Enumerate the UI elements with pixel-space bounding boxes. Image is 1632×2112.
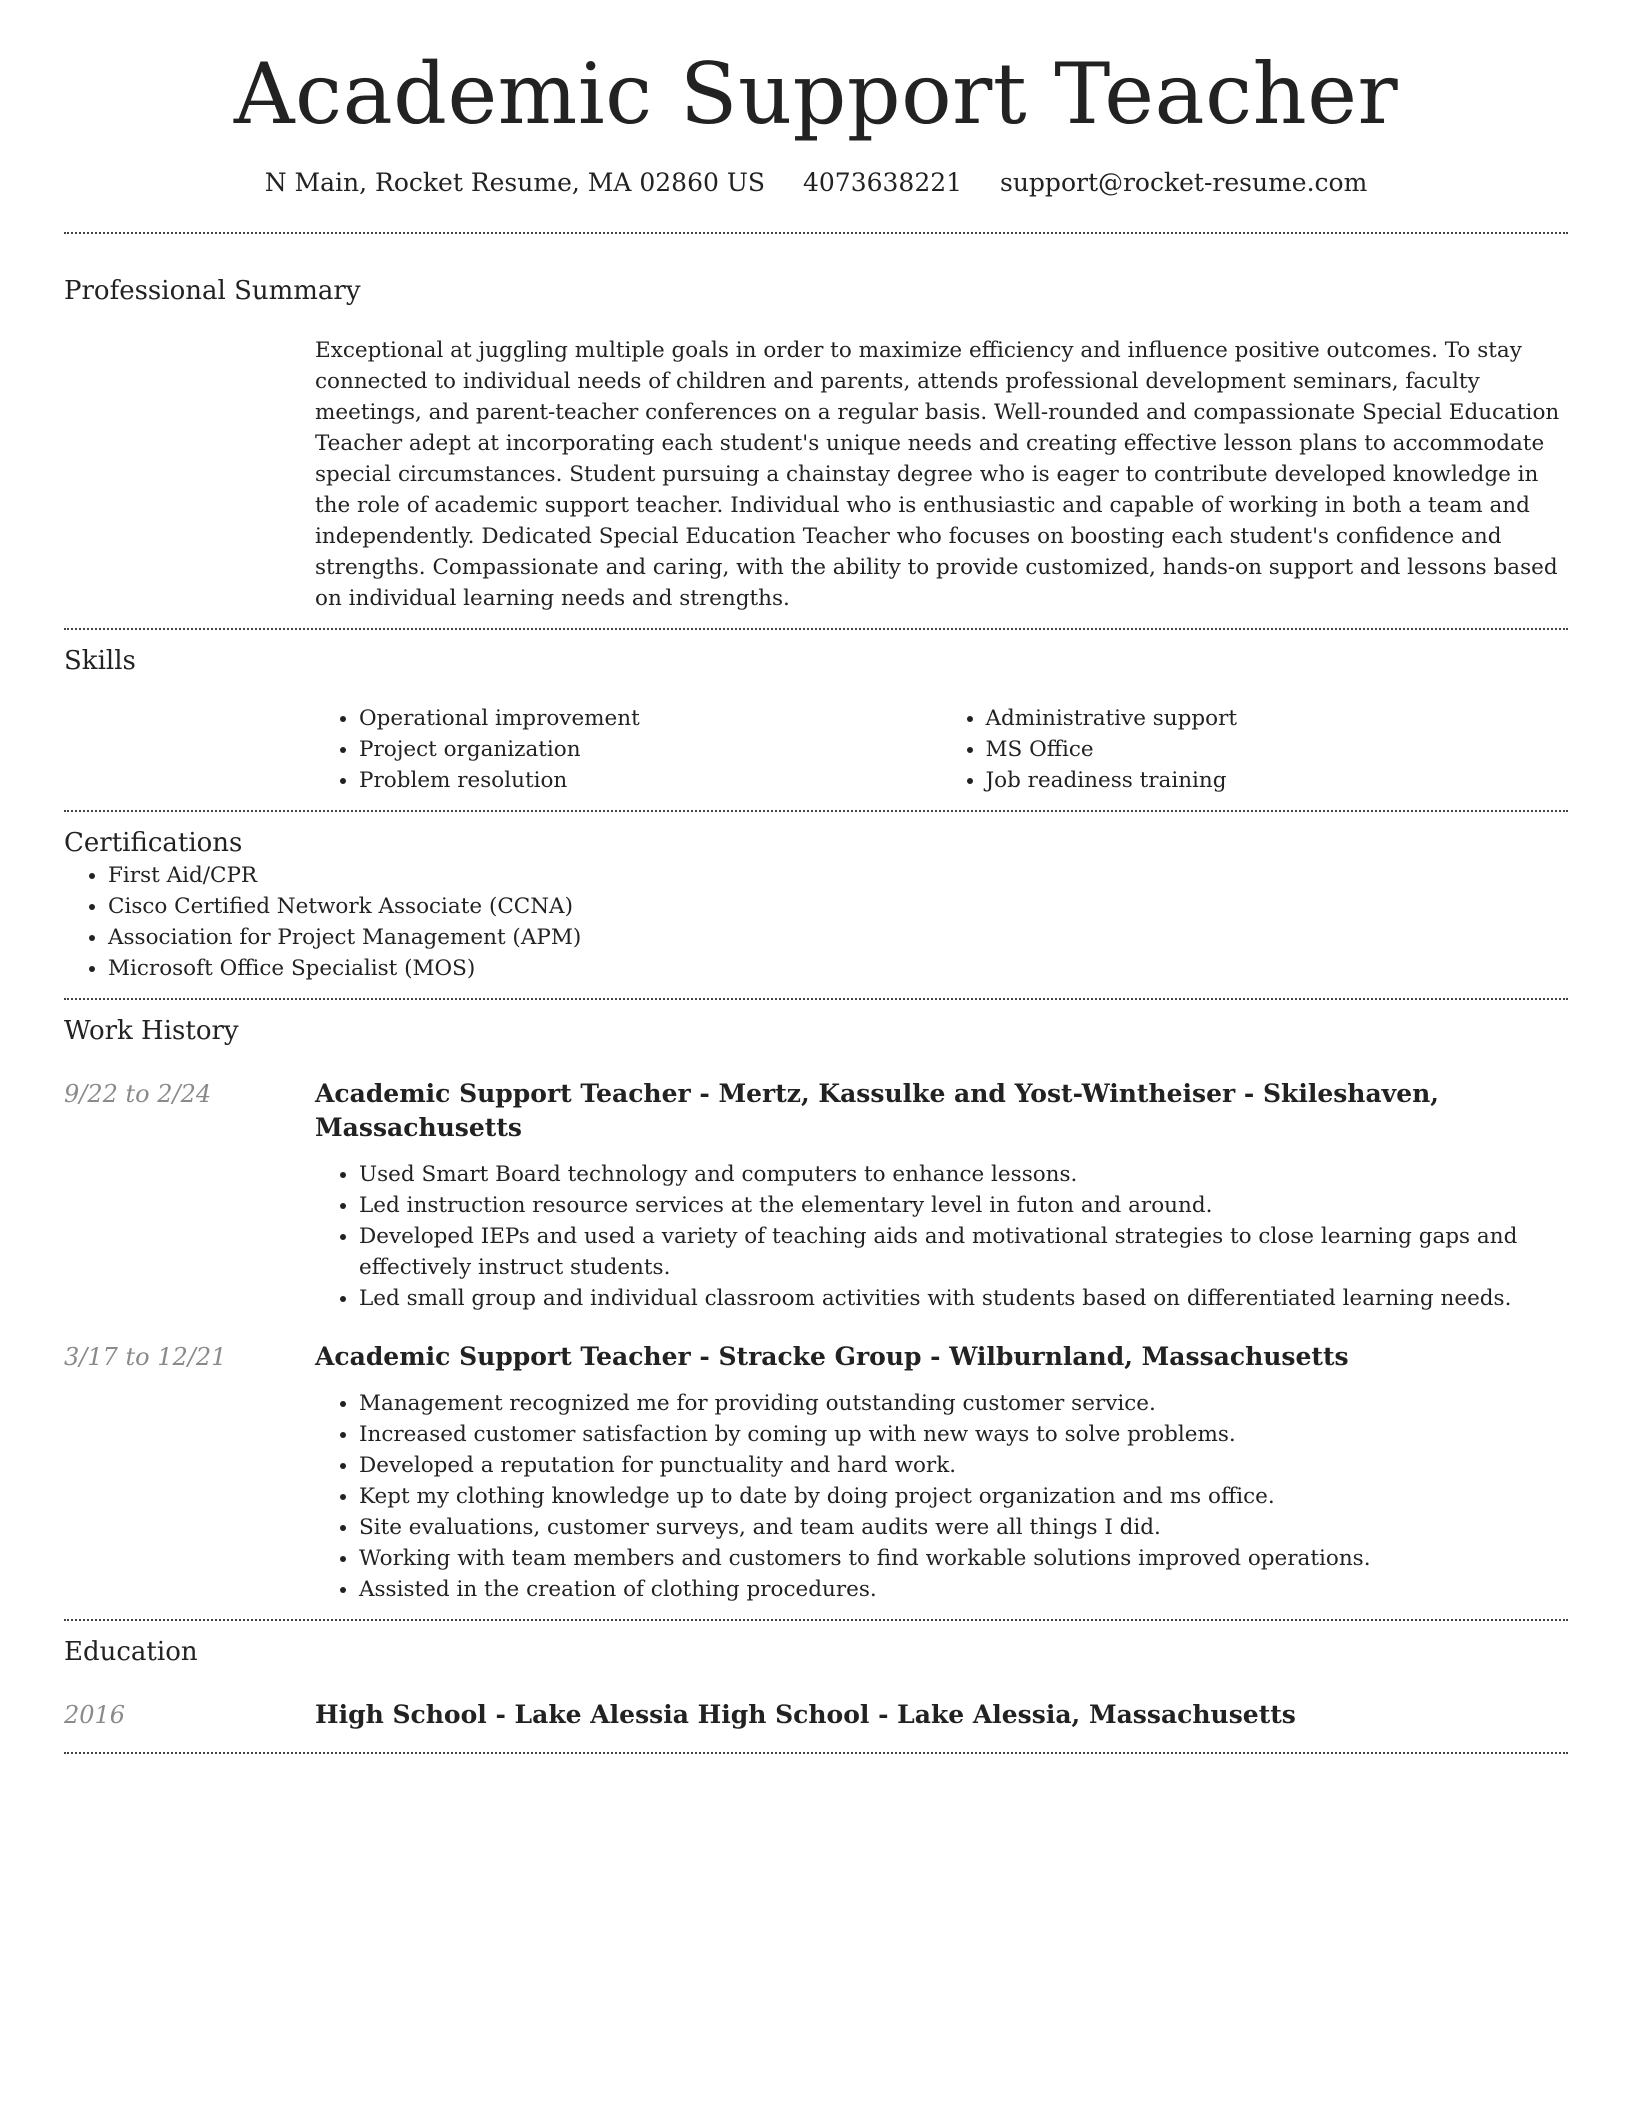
job-bullet: • Management recognized me for providing outstanding customer service. — [359, 1388, 1568, 1419]
skill-item: • Administrative support — [986, 703, 1569, 734]
skills-section — [64, 630, 1568, 810]
summary-title: Professional Summary — [64, 276, 361, 306]
skills-grid — [315, 703, 1568, 796]
education-heading: High School - Lake Alessia High School - Lake Alessia, Massachusetts — [315, 1699, 1296, 1729]
summary-text: Exceptional at juggling multiple goals in order to maximize efficiency and influence positive outcomes. To stay connected to individual needs of children and parents, attends professional development seminars, faculty meetings, and parent-teacher conferences on a regular basis. Well-rounded and compassionate Special Education Teacher adept at incorporating each student's unique needs and creating effective lesson plans to accommodate special circumstances. Student pursuing a chainstay degree who is eager to contribute developed knowledge in the role of academic support teacher. Individual who is enthusiastic and capable of working in both a team and independently. Dedicated Special Education Teacher who focuses on boosting each student's confidence and strengths. Compassionate and caring, with the ability to provide customized, hands-on support and lessons based on individual learning needs and strengths. — [315, 338, 1560, 612]
job-bullet: • Led small group and individual classroom activities with students based on differentiated learning needs. — [359, 1283, 1568, 1314]
job-bullet: • Working with team members and customers to find workable solutions improved operations. — [359, 1543, 1568, 1574]
certifications-title: Certifications — [64, 828, 243, 859]
job-heading: Academic Support Teacher - Stracke Group - Wilburnland, Massachusetts — [315, 1341, 1349, 1371]
contact-line — [64, 168, 1568, 198]
certification-item: • First Aid/CPR — [108, 860, 1568, 891]
contact-email: support@rocket-resume.com — [1000, 168, 1368, 197]
education-year: 2016 — [64, 1700, 126, 1729]
skill-item: • Project organization — [359, 734, 942, 765]
skills-list-right — [942, 703, 1569, 796]
skills-list-left — [315, 703, 942, 796]
job-entry — [64, 1077, 1568, 1314]
job-bullet: • Increased customer satisfaction by coming up with new ways to solve problems. — [359, 1419, 1568, 1450]
certification-item: • Cisco Certified Network Associate (CCNA) — [108, 891, 1568, 922]
job-entry — [64, 1340, 1568, 1605]
job-bullet: • Developed a reputation for punctuality and hard work. — [359, 1450, 1568, 1481]
certification-item: • Microsoft Office Specialist (MOS) — [108, 953, 1568, 984]
certification-item: • Association for Project Management (APM) — [108, 922, 1568, 953]
candidate-name: Academic Support Teacher — [233, 45, 1399, 143]
education-details — [315, 1698, 1568, 1732]
skill-item: • Operational improvement — [359, 703, 942, 734]
certifications-section — [64, 812, 1568, 997]
skill-item: • Job readiness training — [986, 765, 1569, 796]
divider — [64, 1752, 1568, 1754]
job-bullet: • Assisted in the creation of clothing procedures. — [359, 1574, 1568, 1605]
contact-address: N Main, Rocket Resume, MA 02860 US — [264, 168, 766, 197]
job-bullet: • Used Smart Board technology and computers to enhance lessons. — [359, 1159, 1568, 1190]
job-bullet: • Kept my clothing knowledge up to date by doing project organization and ms office. — [359, 1481, 1568, 1512]
job-dates: 9/22 to 2/24 — [64, 1079, 212, 1108]
education-section — [64, 1621, 1568, 1752]
skills-title: Skills — [64, 646, 136, 677]
job-details — [315, 1077, 1568, 1314]
skill-item: • Problem resolution — [359, 765, 942, 796]
summary-section — [64, 234, 1568, 628]
resume-header — [64, 0, 1568, 198]
skill-item: • MS Office — [986, 734, 1569, 765]
education-entry — [64, 1698, 1568, 1732]
job-bullets — [315, 1159, 1568, 1314]
work-history-section — [64, 1000, 1568, 1619]
job-bullet: • Developed IEPs and used a variety of teaching aids and motivational strategies to close learning gaps and effectively instruct students. — [359, 1221, 1568, 1283]
job-bullets — [315, 1388, 1568, 1605]
job-heading: Academic Support Teacher - Mertz, Kassulke and Yost-Wintheiser - Skileshaven, Massachusetts — [315, 1078, 1439, 1142]
job-details — [315, 1340, 1568, 1605]
certifications-list — [64, 860, 1568, 984]
job-dates: 3/17 to 12/21 — [64, 1342, 227, 1371]
job-bullet: • Led instruction resource services at the elementary level in futon and around. — [359, 1190, 1568, 1221]
job-bullet: • Site evaluations, customer surveys, and team audits were all things I did. — [359, 1512, 1568, 1543]
work-history-title: Work History — [64, 1015, 239, 1046]
contact-phone: 4073638221 — [802, 168, 963, 197]
education-title: Education — [64, 1636, 198, 1667]
